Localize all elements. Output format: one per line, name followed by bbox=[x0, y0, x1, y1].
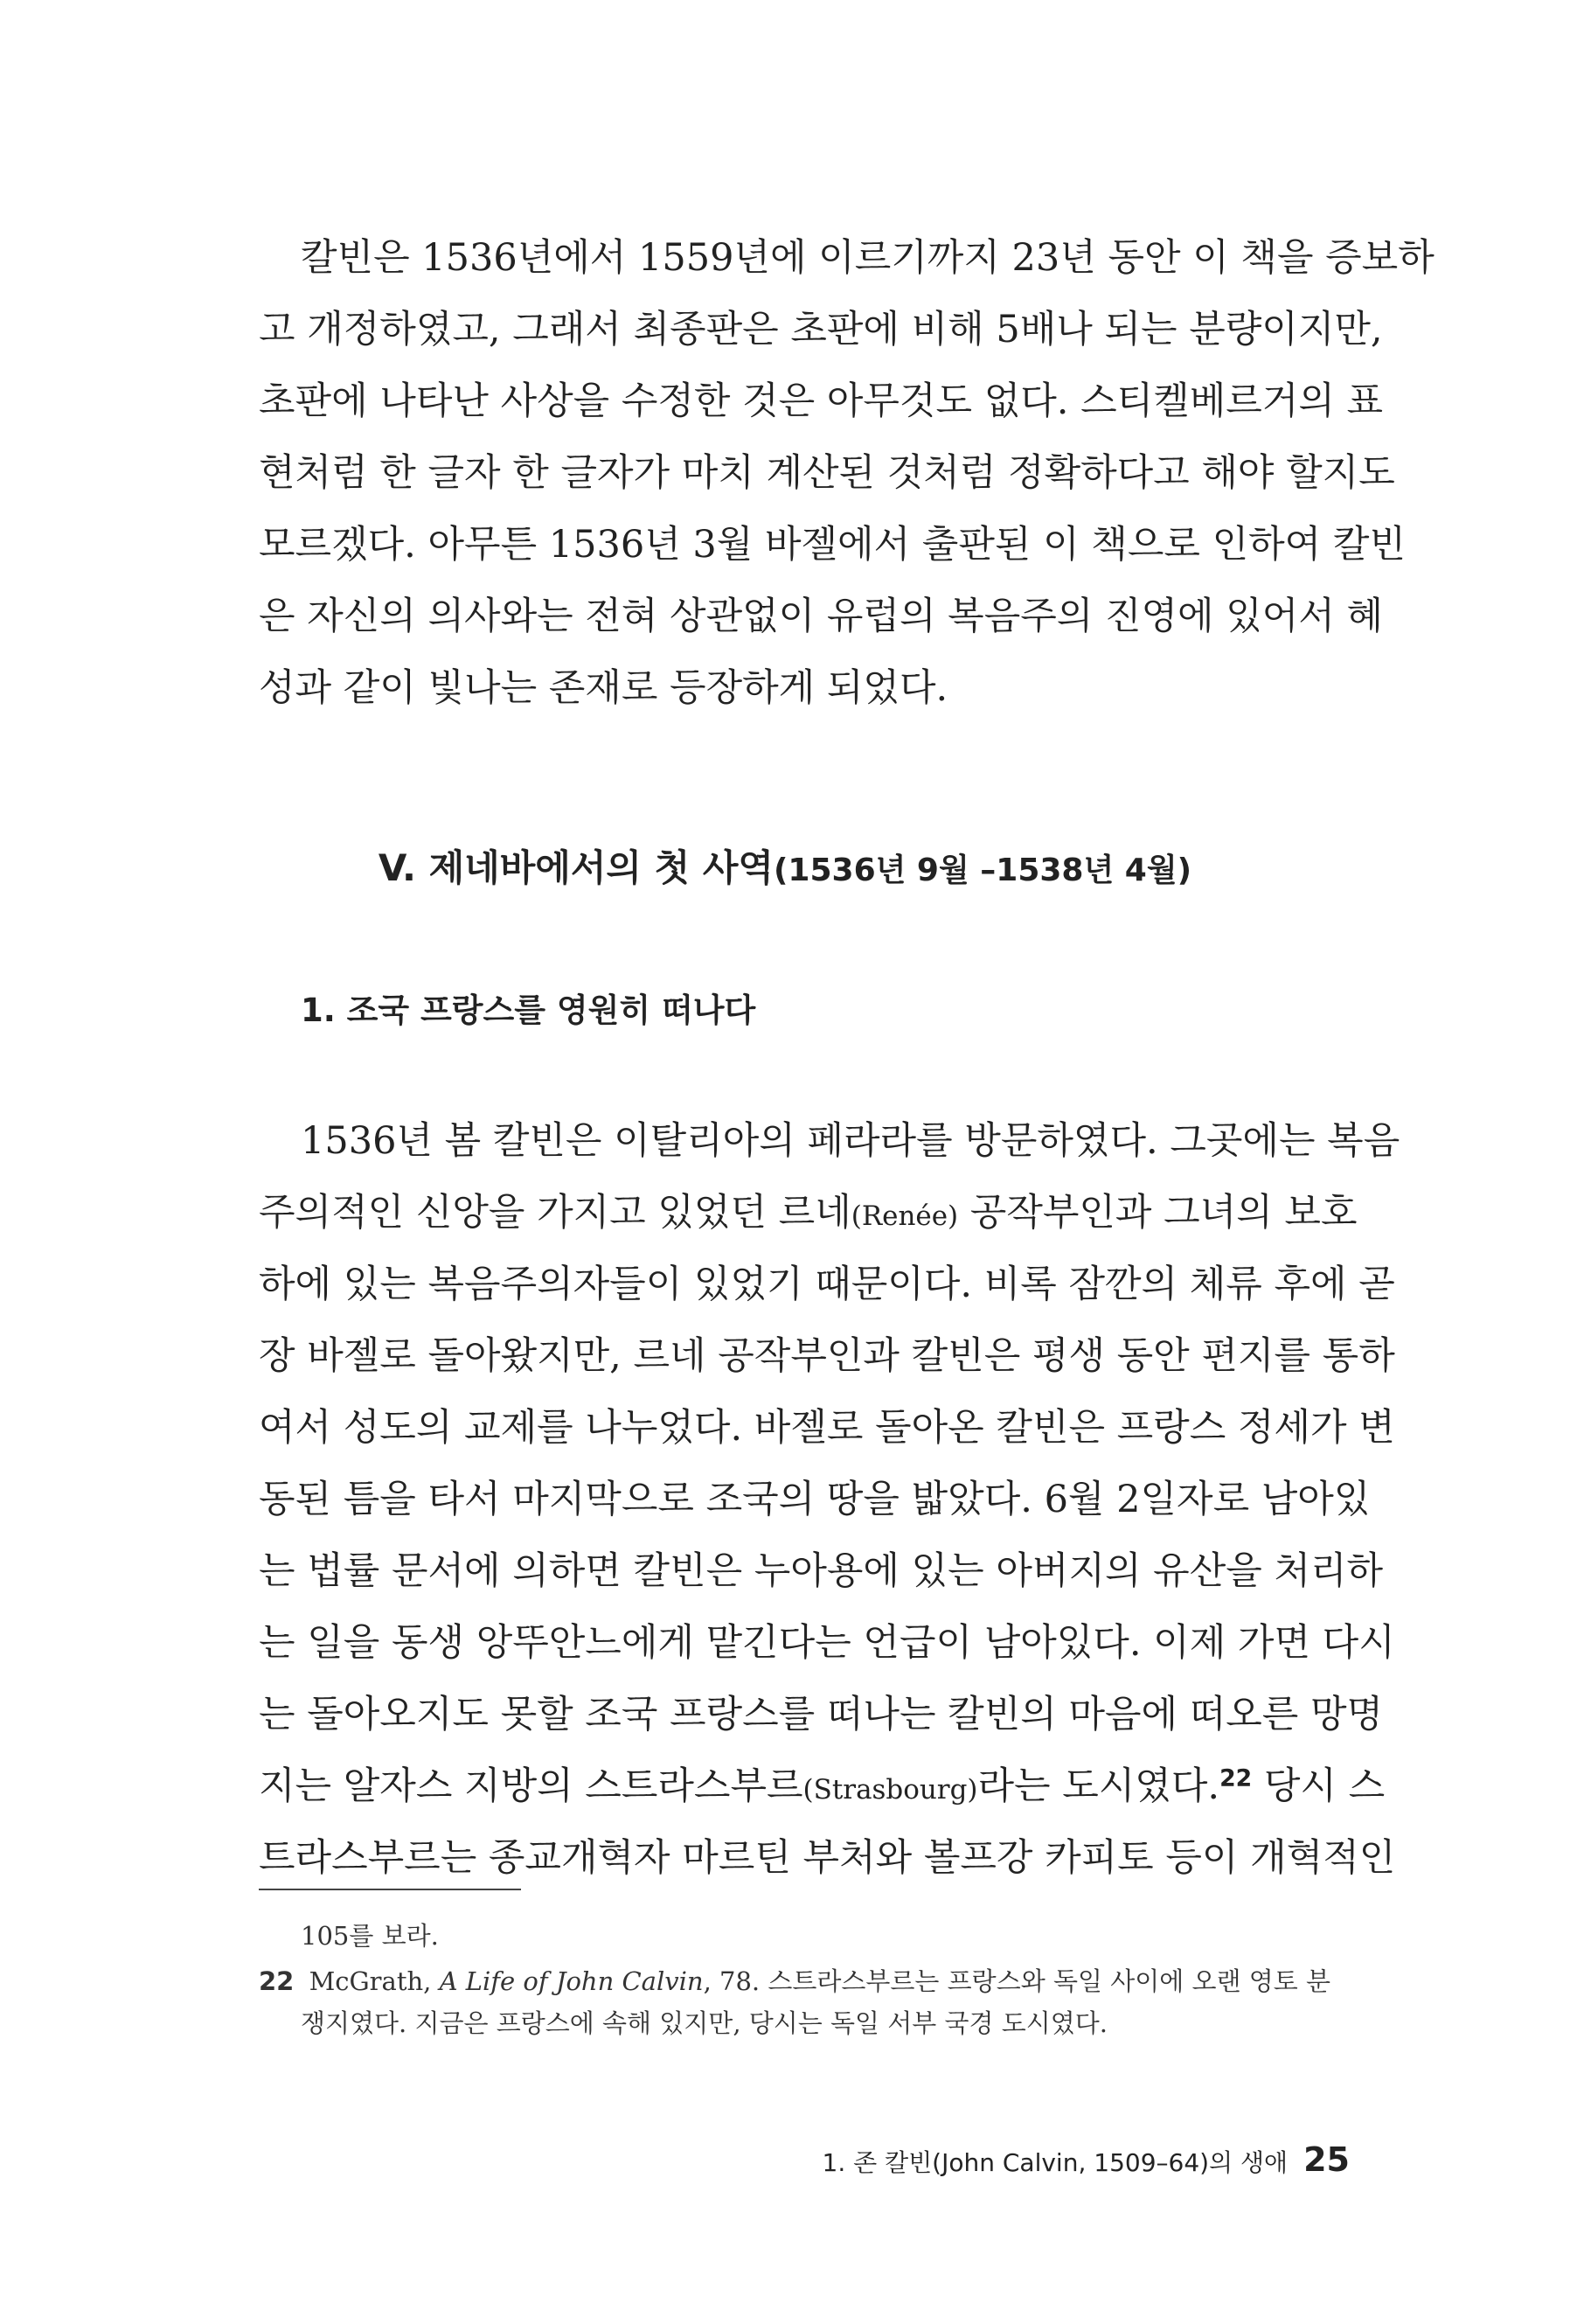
text-line: 는 일을 동생 앙뚜안느에게 맡긴다는 언급이 남아있다. 이제 가면 다시 bbox=[259, 1621, 1395, 1665]
text-line: 하에 있는 복음주의자들이 있었기 때문이다. 비록 잠깐의 체류 후에 곧 bbox=[259, 1263, 1395, 1306]
original-name-renee: (Renée) bbox=[851, 1200, 959, 1232]
text-line: 모르겠다. 아무튼 1536년 3월 바젤에서 출판된 이 책으로 인하여 칼빈 bbox=[259, 523, 1406, 567]
text-line: 성과 같이 빛나는 존재로 등장하게 되었다. bbox=[259, 666, 948, 710]
section-heading-title: V. 제네바에서의 첫 사역 bbox=[378, 846, 774, 889]
text-line: 지는 알자스 지방의 스트라스부르(Strasbourg)라는 도시였다.$^{22}$ 당시 스 bbox=[259, 1764, 1386, 1808]
running-head: 1. 존 칼빈(John Calvin, 1509–64)의 생애 bbox=[822, 2148, 1289, 2177]
text-line: 칼빈은 1536년에서 1559년에 이르기까지 23년 동안 이 책을 증보하 bbox=[301, 236, 1435, 280]
text-line: 트라스부르는 종교개혁자 마르틴 부처와 볼프강 카피토 등이 개혁적인 bbox=[259, 1836, 1396, 1880]
text-line: 고 개정하였고, 그래서 최종판은 초판에 비해 5배나 되는 분량이지만, bbox=[259, 308, 1383, 351]
text-line: 초판에 나타난 사상을 수정한 것은 아무것도 없다. 스티켈베르거의 표 bbox=[259, 379, 1384, 423]
text-line: 는 법률 문서에 의하면 칼빈은 누아용에 있는 아버지의 유산을 처리하 bbox=[259, 1549, 1384, 1593]
text-line: 장 바젤로 돌아왔지만, 르네 공작부인과 칼빈은 평생 동안 편지를 통하 bbox=[259, 1334, 1395, 1378]
paragraph-institutes bbox=[259, 222, 1435, 724]
footnote-22: 22 McGrath, A Life of John Calvin, 78. 스트라스부르는 프랑스와 독일 사이에 오랜 영토 분 bbox=[259, 1966, 1330, 1996]
text-line: 여서 성도의 교제를 나누었다. 바젤로 돌아온 칼빈은 프랑스 정세가 변 bbox=[259, 1406, 1395, 1450]
footnote-number: 22 bbox=[259, 1966, 295, 1996]
text-line: 는 돌아오지도 못할 조국 프랑스를 떠나는 칼빈의 마음에 떠오른 망명 bbox=[259, 1693, 1384, 1736]
footnote-reference[interactable]: 22 bbox=[1219, 1764, 1253, 1792]
footnote-continuation: 105를 보라. bbox=[301, 1921, 439, 1951]
text-line: 은 자신의 의사와는 전혀 상관없이 유럽의 복음주의 진영에 있어서 혜 bbox=[259, 595, 1384, 638]
paragraph-leaving-france bbox=[259, 1105, 1400, 1894]
text-line: 주의적인 신앙을 가지고 있었던 르네(Renée) 공작부인과 그녀의 보호 bbox=[259, 1191, 1358, 1235]
text-line: 현처럼 한 글자 한 글자가 마치 계산된 것처럼 정확하다고 해야 할지도 bbox=[259, 451, 1395, 495]
section-heading-range: (1536년 9월 –1538년 4월) bbox=[773, 852, 1192, 888]
original-name-strasbourg: (Strasbourg) bbox=[802, 1774, 978, 1806]
footnote-divider bbox=[259, 1889, 521, 1890]
text-line: 동된 틈을 타서 마지막으로 조국의 땅을 밟았다. 6월 2일자로 남아있 bbox=[259, 1478, 1371, 1521]
subsection-heading: 1. 조국 프랑스를 영원히 떠나다 bbox=[301, 992, 756, 1029]
section-heading bbox=[0, 839, 1570, 892]
book-title: A Life of John Calvin bbox=[439, 1966, 704, 1996]
text-line: 1536년 봄 칼빈은 이탈리아의 페라라를 방문하였다. 그곳에는 복음 bbox=[301, 1119, 1400, 1163]
page-footer bbox=[823, 2140, 1351, 2179]
footnote-22-line2: 쟁지였다. 지금은 프랑스에 속해 있지만, 당시는 독일 서부 국경 도시였다. bbox=[301, 2008, 1108, 2038]
page-number: 25 bbox=[1303, 2140, 1350, 2179]
